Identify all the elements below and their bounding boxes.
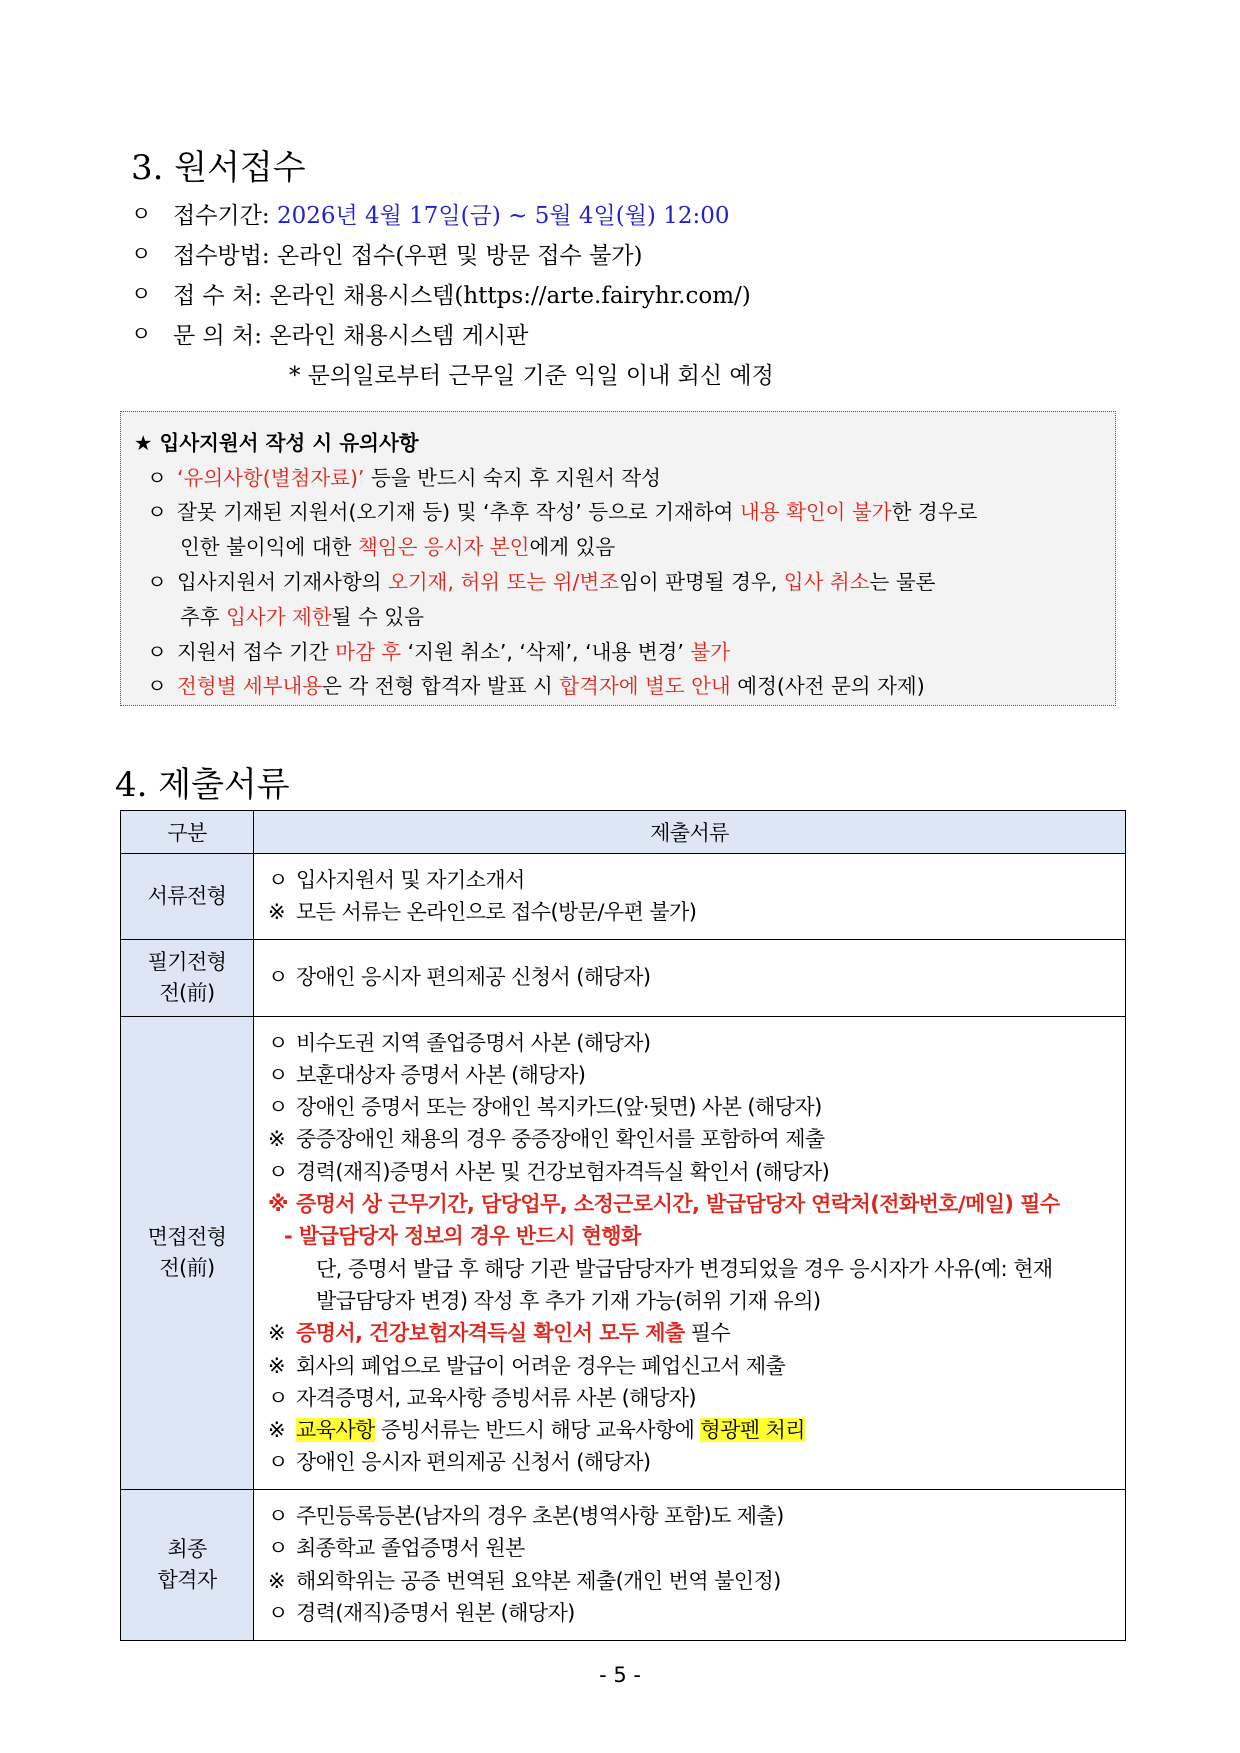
info-value: 온라인 접수(우편 및 방문 접수 불가) [276, 242, 643, 269]
list-item: ※ 증명서 상 근무기간, 담당업무, 소정근로시간, 발급담당자 연락처(전화번호/메일) 필수 [268, 1192, 1060, 1217]
page-number: - 5 - [599, 1663, 641, 1687]
documents-cell [254, 854, 1126, 940]
category-cell: 서류전형 [121, 854, 254, 940]
list-item: ※ 모든 서류는 온라인으로 접수(방문/우편 불가) [268, 900, 697, 925]
highlight: 형광펜 처리 [700, 1418, 805, 1443]
list-item: ㅇ 장애인 증명서 또는 장애인 복지카드(앞·뒷면) 사본 (해당자) [268, 1095, 822, 1120]
list-item: ※ 회사의 폐업으로 발급이 어려운 경우는 폐업신고서 제출 [268, 1353, 786, 1378]
info-row-place [131, 273, 1131, 313]
notice-item-2-cont: 인한 불이익에 대한 책임은 응시자 본인에게 있음 [180, 535, 616, 559]
header-documents: 제출서류 [254, 811, 1126, 854]
list-item: ㅇ 경력(재직)증명서 사본 및 건강보험자격득실 확인서 (해당자) [268, 1159, 830, 1184]
list-item: ㅇ 장애인 응시자 편의제공 신청서 (해당자) [268, 965, 651, 990]
list-item: 단, 증명서 발급 후 해당 기관 발급담당자가 변경되었을 경우 응시자가 사유(예: 현재 [316, 1256, 1053, 1281]
list-item: ㅇ 입사지원서 및 자기소개서 [268, 868, 525, 892]
list-item: ㅇ 최종학교 졸업증명서 원본 [268, 1536, 525, 1561]
bullet: ㅇ [131, 242, 152, 266]
info-label: 접수방법: [173, 242, 270, 269]
category-cell: 최종 합격자 [121, 1489, 254, 1640]
documents-cell [254, 1016, 1126, 1489]
bullet: ㅇ [147, 570, 167, 594]
info-value: 2026년 4월 17일(금) ~ 5월 4일(월) 12:00 [276, 202, 730, 229]
category-cell: 필기전형 전(前) [121, 939, 254, 1016]
notice-box [120, 411, 1116, 706]
notice-item-2: ㅇ 잘못 기재된 지원서(오기재 등) 및 ‘추후 작성’ 등으로 기재하여 내용 확인이 불가한 경우로 [147, 495, 977, 525]
notice-item-4: ㅇ 지원서 접수 기간 마감 후 ‘지원 취소’, ‘삭제’, ‘내용 변경’ 불가 [147, 635, 730, 665]
bullet: ㅇ [147, 674, 167, 698]
list-item: ㅇ 주민등록등본(남자의 경우 초본(병역사항 포함)도 제출) [268, 1504, 784, 1529]
list-item: ㅇ 보훈대상자 증명서 사본 (해당자) [268, 1062, 586, 1087]
bullet: ㅇ [131, 282, 152, 306]
info-value: 온라인 채용시스템(https://arte.fairyhr.com/) [269, 282, 751, 309]
info-row-period [131, 193, 1131, 233]
notice-item-5: ㅇ 전형별 세부내용은 각 전형 합격자 발표 시 합격자에 별도 안내 예정(사전 문의 자제) [147, 669, 925, 699]
section-4-title: 4. 제출서류 [115, 765, 290, 805]
bullet: ㅇ [147, 640, 167, 664]
notice-item-1: ㅇ ‘유의사항(별첨자료)’ 등을 반드시 숙지 후 지원서 작성 [147, 461, 661, 491]
highlight: 교육사항 [296, 1418, 375, 1443]
bullet: ㅇ [147, 500, 167, 524]
list-item: ※ 증명서, 건강보험자격득실 확인서 모두 제출 필수 [268, 1321, 731, 1346]
info-row-method [131, 233, 1131, 273]
documents-table [120, 810, 1126, 1641]
bullet: ㅇ [131, 202, 152, 226]
bullet: ㅇ [147, 466, 167, 490]
list-item: ※ 중증장애인 채용의 경우 중증장애인 확인서를 포함하여 제출 [268, 1127, 825, 1152]
table-header-row [121, 811, 1126, 854]
documents-cell [254, 939, 1126, 1016]
list-item: ㅇ 장애인 응시자 편의제공 신청서 (해당자) [268, 1450, 651, 1475]
info-value: 온라인 채용시스템 게시판 [269, 322, 529, 349]
table-row [121, 1016, 1126, 1489]
notice-title: ★ 입사지원서 작성 시 유의사항 [134, 431, 419, 455]
inquiry-note: * 문의일로부터 근무일 기준 익일 이내 회신 예정 [289, 362, 774, 389]
notice-item-3: ㅇ 입사지원서 기재사항의 오기재, 허위 또는 위/변조임이 판명될 경우, 입사 취소는 물론 [147, 565, 935, 595]
notice-item-3-cont: 추후 입사가 제한될 수 있음 [180, 605, 424, 629]
category-cell: 면접전형 전(前) [121, 1016, 254, 1489]
info-label: 접 수 처: [173, 282, 263, 309]
info-label: 접수기간: [173, 202, 270, 229]
bullet: ㅇ [131, 322, 152, 346]
table-row [121, 939, 1126, 1016]
info-row-inquiry [131, 313, 1131, 353]
list-item: ㅇ 경력(재직)증명서 원본 (해당자) [268, 1601, 575, 1626]
section-3-title: 3. 원서접수 [131, 148, 306, 188]
list-item: 발급담당자 변경) 작성 후 추가 기재 가능(허위 기재 유의) [316, 1288, 821, 1313]
list-item: - 발급담당자 정보의 경우 반드시 현행화 [284, 1224, 641, 1249]
info-label: 문 의 처: [173, 322, 263, 349]
list-item: ㅇ 비수도권 지역 졸업증명서 사본 (해당자) [268, 1030, 651, 1055]
table-row [121, 854, 1126, 940]
application-info [131, 193, 1131, 393]
header-category: 구분 [121, 811, 254, 854]
documents-cell [254, 1489, 1126, 1640]
list-item: ※ 교육사항 증빙서류는 반드시 해당 교육사항에 형광펜 처리 [268, 1418, 805, 1443]
list-item: ㅇ 자격증명서, 교육사항 증빙서류 사본 (해당자) [268, 1385, 696, 1410]
list-item: ※ 해외학위는 공증 번역된 요약본 제출(개인 번역 불인정) [268, 1568, 781, 1593]
table-row [121, 1489, 1126, 1640]
